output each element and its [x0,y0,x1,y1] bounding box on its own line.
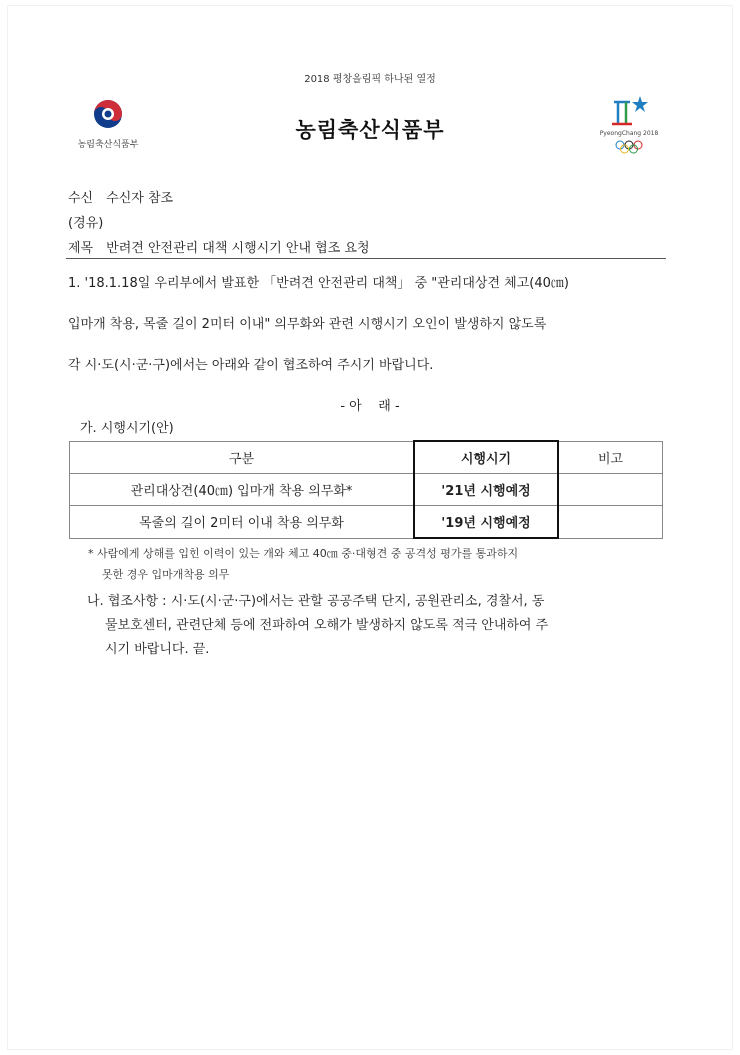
row-timing: '19년 시행예정 [414,506,558,539]
footnote-line-1: * 사람에게 상해를 입힌 이력이 있는 개와 체고 40㎝ 중·대형견 중 공격성 평가를 통과하지 [88,547,519,560]
emblem-text: PyeongChang 2018 [599,130,659,137]
section-b-line-2: 물보호센터, 관련단체 등에 전파하여 오해가 발생하지 않도록 적극 안내하여 주 [105,618,549,633]
olympic-rings-icon [614,140,644,154]
recipient-value: 수신자 참조 [106,191,174,206]
table-row [70,506,663,539]
header-category: 구분 [70,441,415,474]
row-category: 목줄의 길이 2미터 이내 착용 의무화 [70,506,415,539]
paragraph-1-line-3: 각 시·도(시·군·구)에서는 아래와 같이 협조하여 주시기 바랍니다. [68,358,434,373]
section-b-line-3: 시기 바랍니다. 끝. [105,642,210,657]
footnote-line-2: 못한 경우 입마개착용 의무 [102,568,230,581]
row-timing: '21년 시행예정 [414,474,558,506]
olympic-emblem-icon [604,94,654,130]
subject-line [68,237,370,256]
subject-value: 반려견 안전관리 대책 시행시기 안내 협조 요청 [106,241,370,256]
pyeongchang-emblem [594,94,664,160]
table-header-row [70,441,663,474]
table-row [70,474,663,506]
section-b-line-1: 나. 협조사항 : 시·도(시·군·구)에서는 관할 공공주택 단지, 공원관리소, 경찰서, 동 [87,594,545,609]
ministry-logo-text: 농림축산식품부 [77,140,139,150]
slogan: 2018 평창올림픽 하나된 열정 [304,74,436,85]
ministry-title: 농림축산식품부 [295,118,445,142]
subject-label: 제목 [68,241,94,256]
row-remark [558,506,663,539]
paragraph-1-line-2: 입마개 착용, 목줄 길이 2미터 이내" 의무화와 관련 시행시기 오인이 발생하지 않도록 [68,317,547,332]
header-timing: 시행시기 [414,441,558,474]
below-heading: - 아 래 - [340,399,400,414]
recipient-label: 수신 [68,191,94,206]
row-remark [558,474,663,506]
row-category: 관리대상견(40㎝) 입마개 착용 의무화* [70,474,415,506]
subject-divider [66,258,666,259]
section-a-title: 가. 시행시기(안) [80,421,174,436]
recipient-line [68,187,173,206]
schedule-table [69,440,663,539]
via-line: (경유) [68,216,104,231]
paragraph-1-line-1: 1. '18.1.18일 우리부에서 발표한 「반려견 안전관리 대책」 중 "관리대상견 체고(40㎝) [68,276,569,291]
header-remark: 비고 [558,441,663,474]
